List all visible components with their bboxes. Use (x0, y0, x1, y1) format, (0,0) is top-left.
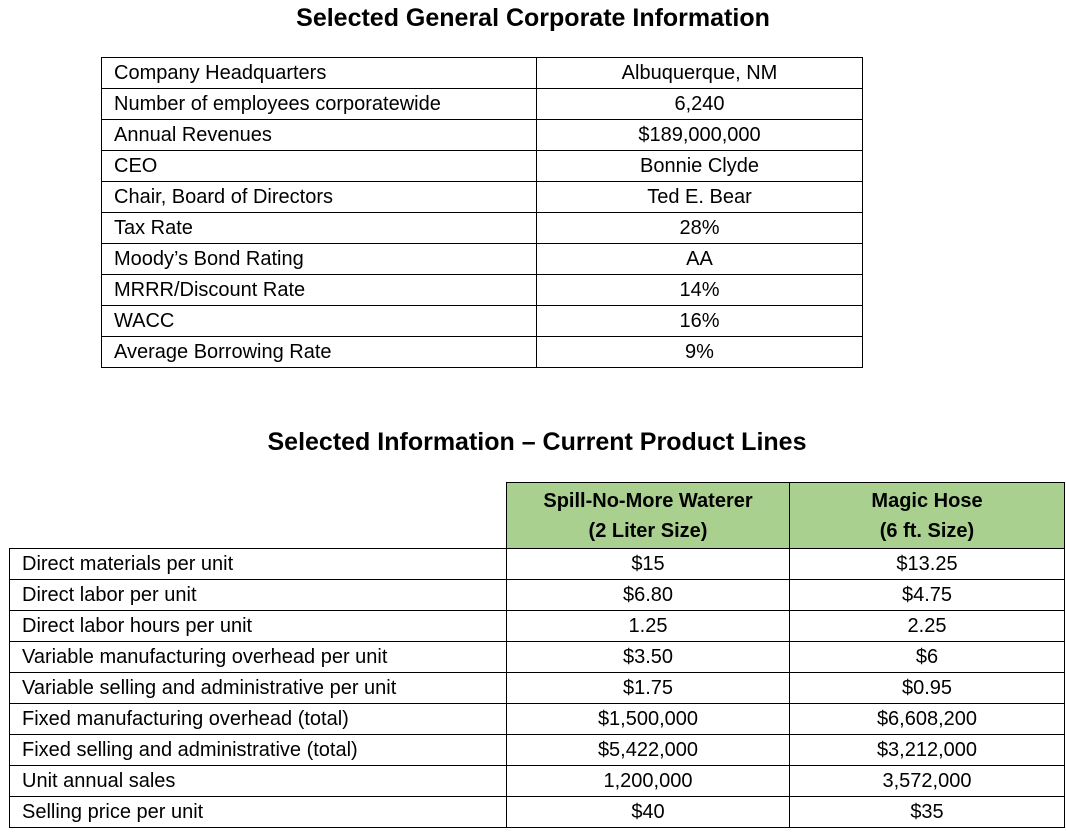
column-header-spill-no-more (507, 483, 790, 549)
row-label: Moody’s Bond Rating (102, 244, 537, 275)
cell-value: $40 (507, 797, 790, 828)
table-row (102, 244, 863, 275)
row-label: Direct labor per unit (10, 580, 507, 611)
table-row (102, 213, 863, 244)
table-row (10, 797, 1065, 828)
column-header-line2: (2 Liter Size) (588, 520, 708, 542)
header-row (10, 483, 1065, 549)
row-label: Tax Rate (102, 213, 537, 244)
cell-value: 3,572,000 (790, 766, 1065, 797)
column-header-line2: (6 ft. Size) (879, 520, 975, 542)
row-value: 9% (537, 337, 863, 368)
cell-value: $3,212,000 (790, 735, 1065, 766)
row-value: 6,240 (537, 89, 863, 120)
cell-value: $5,422,000 (507, 735, 790, 766)
table-row (10, 642, 1065, 673)
table-row (102, 182, 863, 213)
row-value: 28% (537, 213, 863, 244)
row-label: Fixed manufacturing overhead (total) (10, 704, 507, 735)
cell-value: $35 (790, 797, 1065, 828)
row-label: Unit annual sales (10, 766, 507, 797)
row-value: Ted E. Bear (537, 182, 863, 213)
cell-value: $4.75 (790, 580, 1065, 611)
cell-value: $13.25 (790, 549, 1065, 580)
table-row (102, 89, 863, 120)
cell-value: $0.95 (790, 673, 1065, 704)
table-row (102, 337, 863, 368)
cell-value: $1.75 (507, 673, 790, 704)
row-label: Variable manufacturing overhead per unit (10, 642, 507, 673)
table-row (10, 735, 1065, 766)
table-row (102, 275, 863, 306)
row-label: Number of employees corporatewide (102, 89, 537, 120)
table-row (10, 580, 1065, 611)
row-label: Fixed selling and administrative (total) (10, 735, 507, 766)
cell-value: $6.80 (507, 580, 790, 611)
cell-value: 2.25 (790, 611, 1065, 642)
table-row (102, 58, 863, 89)
row-value: 14% (537, 275, 863, 306)
table-row (10, 673, 1065, 704)
row-label: Company Headquarters (102, 58, 537, 89)
cell-value: 1.25 (507, 611, 790, 642)
table-row (10, 704, 1065, 735)
row-value: Albuquerque, NM (537, 58, 863, 89)
row-value: AA (537, 244, 863, 275)
table-row (10, 549, 1065, 580)
corporate-info-table (101, 57, 863, 368)
row-label: WACC (102, 306, 537, 337)
table-row (102, 306, 863, 337)
row-label: Chair, Board of Directors (102, 182, 537, 213)
row-label: Direct materials per unit (10, 549, 507, 580)
row-label: Variable selling and administrative per unit (10, 673, 507, 704)
row-label: Annual Revenues (102, 120, 537, 151)
column-header-line1: Spill-No-More Waterer (543, 490, 753, 512)
table-row (10, 611, 1065, 642)
row-label: Average Borrowing Rate (102, 337, 537, 368)
table-row (102, 120, 863, 151)
corporate-info-title: Selected General Corporate Information (296, 4, 770, 32)
table-row (10, 766, 1065, 797)
cell-value: $1,500,000 (507, 704, 790, 735)
row-value: $189,000,000 (537, 120, 863, 151)
header-empty-cell (10, 483, 507, 549)
table-row (102, 151, 863, 182)
cell-value: $15 (507, 549, 790, 580)
row-label: Direct labor hours per unit (10, 611, 507, 642)
cell-value: $6 (790, 642, 1065, 673)
row-value: Bonnie Clyde (537, 151, 863, 182)
row-value: 16% (537, 306, 863, 337)
column-header-magic-hose (790, 483, 1065, 549)
row-label: CEO (102, 151, 537, 182)
product-lines-table (9, 482, 1065, 828)
column-header-line1: Magic Hose (871, 490, 983, 512)
cell-value: $3.50 (507, 642, 790, 673)
cell-value: 1,200,000 (507, 766, 790, 797)
cell-value: $6,608,200 (790, 704, 1065, 735)
row-label: Selling price per unit (10, 797, 507, 828)
product-lines-title: Selected Information – Current Product Lines (267, 428, 807, 456)
row-label: MRRR/Discount Rate (102, 275, 537, 306)
